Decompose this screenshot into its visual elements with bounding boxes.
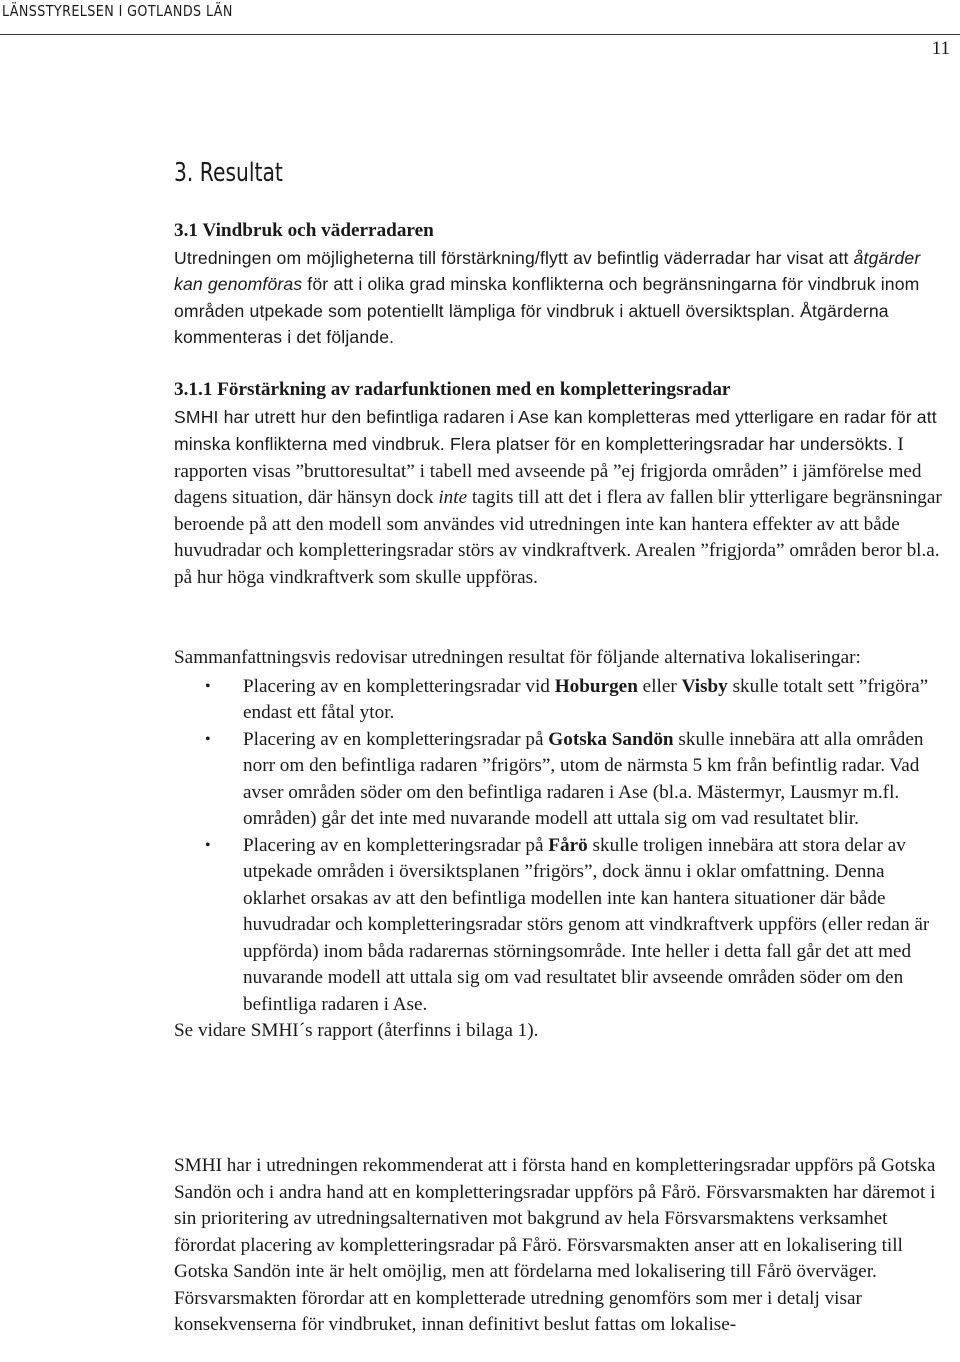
section-title: 3. Resultat: [174, 158, 283, 188]
text-run: Placering av en kompletteringsradar på: [243, 834, 549, 856]
page-number: 11: [931, 38, 950, 59]
closing-paragraph: SMHI har i utredningen rekommenderat att i första hand en kompletteringsradar uppförs på Gotska Sandön och i andra hand att en kompletteringsradar uppförs på Fårö. Försvarsmakten har däremot i sin prioritering av utredningsalternativen mot bakgrund av hela Försvarsmaktens verksamhet förordat placering av kompletteringsradar på Fårö. Försvarsmakten anser att en lokalisering till Gotska Sandön inte är helt omöjlig, men att fördelarna med lokalisering till Fårö överväger. Försvarsmakten förordar att en kompletterade utredning genomförs som mer i detalj visar konsekvenserna för vindbruket, innan definitivt beslut fattas om lokalise-: [174, 1155, 936, 1335]
alternatives-list: [174, 674, 944, 1019]
bullet-icon: •: [205, 730, 211, 748]
closing-section: [174, 1153, 944, 1339]
emphasis-text: inte: [438, 487, 468, 508]
text-run: I rapporten visas ”bruttoresultat” i tabell med avseende på ”ej frigjorda områden” i jämförelse med dagens situation, där hänsyn dock: [174, 434, 922, 508]
text-run: Utredningen om möjligheterna till förstärkning/flytt av befintlig väderradar har visat att: [174, 247, 854, 268]
emphasis-text: åtgärder kan genomföras: [174, 247, 921, 294]
list-item: [174, 727, 944, 833]
summary-section: [174, 645, 944, 1045]
text-run: skulle innebära att alla områden norr om den befintliga radaren ”frigörs”, utom de närmsta 5 km från befintlig radar. Vad avser områden söder om den befintliga radaren i Ase (bl.a. Mästermyr, Lausmyr m.fl. områden) går det inte med nuvarande modell att uttala sig om vad resultatet blir.: [243, 728, 924, 829]
header-divider: [0, 34, 960, 35]
summary-intro: Sammanfattningsvis redovisar utredningen resultat för följande alternativa lokaliseringar:: [174, 647, 861, 668]
text-run: eller: [637, 675, 682, 697]
list-item: [174, 674, 944, 727]
subsubsection-heading: 3.1.1 Förstärkning av radarfunktionen med en kompletteringsradar: [174, 379, 731, 400]
text-run: för att i olika grad minska konflikterna och begränsningarna för vindbruk inom områden utpekade som potentiellt lämpliga för vindbruk i aktuell översiktsplan. Åtgärderna kommenteras i det följande.: [174, 274, 920, 347]
section-3-1: [174, 218, 944, 351]
text-run: SMHI har utrett hur den befintliga radaren i Ase kan kompletteras med ytterligare en radar för att minska konflikterna med vindbruk. Flera platser för en kompletteringsradar har undersökts.: [174, 406, 937, 454]
location-name: Fårö: [548, 834, 588, 856]
text-run: tagits till att det i flera av fallen blir ytterligare begränsningar beroende på att den modell som användes vid utredningen inte kan hantera effekter av att både huvudradar och kompletteringsradar störs av vindkraftverk. Arealen ”frigjorda” områden beror bl.a. på hur höga vindkraftverk som skulle uppföras.: [174, 487, 942, 588]
page-header: [0, 0, 960, 40]
section-3-1-1-paragraph: [174, 404, 944, 592]
text-run: skulle totalt sett ”frigöra” endast ett fåtal ytor.: [243, 675, 929, 723]
text-run: Placering av en kompletteringsradar vid: [243, 675, 555, 697]
location-name: Visby: [681, 675, 728, 697]
bullet-icon: •: [205, 836, 211, 854]
location-name: Gotska Sandön: [548, 728, 674, 750]
location-name: Hoburgen: [554, 675, 638, 697]
text-run: skulle troligen innebära att stora delar av utpekade områden i översiktsplanen ”frigörs”, dock ännu i oklar omfattning. Denna oklarhet orsakas av att den befintliga modellen inte kan hantera situationer där både huvudradar och kompletteringsradar störs genom att vindkraftverk uppförs (eller redan är uppförda) inom båda radarernas störningsområde. Inte heller i detta fall går det att med nuvarande modell att uttala sig om vad resultatet blir avseende områden söder om den befintliga radaren i Ase.: [243, 834, 930, 1015]
section-3-1-paragraph: [174, 245, 944, 351]
section-3-1-1: [174, 377, 944, 591]
bullet-icon: •: [205, 677, 211, 695]
list-item: [174, 833, 944, 1019]
text-run: Placering av en kompletteringsradar på: [243, 728, 549, 750]
organization-name: LÄNSSTYRELSEN I GOTLANDS LÄN: [2, 2, 233, 20]
subsection-heading: 3.1 Vindbruk och väderradaren: [174, 220, 434, 241]
see-also-note: Se vidare SMHI´s rapport (återfinns i bilaga 1).: [174, 1020, 539, 1041]
